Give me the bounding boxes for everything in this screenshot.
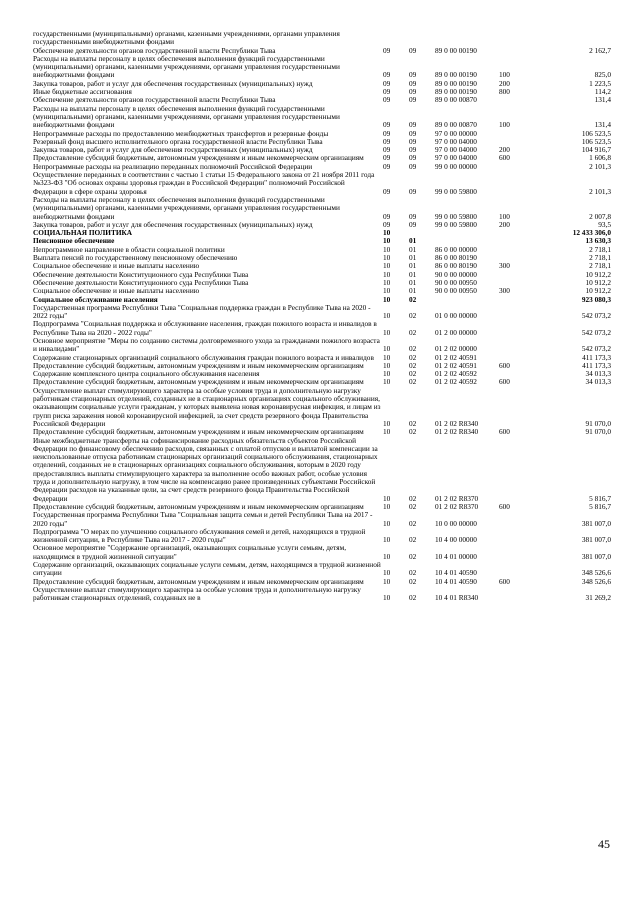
row-name: Осуществление выплат стимулирующего характера за особые условия труда и дополнительную нагрузку работникам стационарных отделений, созданных не в bbox=[33, 584, 361, 603]
row-type: 800 bbox=[499, 87, 510, 97]
row-name: Расходы на выплаты персоналу в целях обеспечения выполнения функций государственными (муниципальными) органами, казенными учреждениями, органами управления государственными внебюджетными фондами bbox=[33, 103, 340, 130]
row-section: 09 bbox=[383, 87, 391, 97]
row-subsection: 02 bbox=[409, 369, 417, 379]
row-type bbox=[497, 561, 529, 578]
row-section: 10 bbox=[383, 327, 391, 337]
row-name: Закупка товаров, работ и услуг для обеспечения государственных (муниципальных) нужд bbox=[33, 78, 313, 88]
row-subsection: 02 bbox=[409, 551, 417, 561]
row-amount: 542 073,2 bbox=[581, 327, 611, 337]
row-type: 200 bbox=[499, 145, 510, 155]
row-subsection: 09 bbox=[409, 120, 417, 130]
row-type: 200 bbox=[499, 219, 510, 229]
row-amount: 2 718,1 bbox=[589, 261, 611, 271]
row-amount bbox=[529, 30, 611, 47]
row-type: 300 bbox=[499, 286, 510, 296]
row-target: 01 0 00 00000 bbox=[435, 311, 477, 321]
row-name: Резервный фонд высшего исполнительного органа государственной власти Республики Тыва bbox=[33, 136, 323, 146]
row-type: 200 bbox=[499, 78, 510, 88]
row-subsection: 09 bbox=[409, 78, 417, 88]
row-type bbox=[497, 511, 529, 528]
table-row bbox=[33, 387, 611, 428]
row-name: Осуществление выплат стимулирующего характера за особые условия труда и дополнительную нагрузку работникам стационарных отделений, созданных не в стационарных организациях социального обслуживания, оказывающим социальные услуги гражданам, у которых выявлена новая коронавирусная инфекция, и лицам из групп риска заражения новой коронавирусной инфекцией, за счет средств резервного фонда Правительства Российской Федерации bbox=[33, 385, 381, 428]
row-section: 10 bbox=[383, 501, 391, 511]
row-amount: 93,5 bbox=[598, 219, 611, 229]
row-section: 10 bbox=[383, 593, 391, 603]
row-amount: 381 007,0 bbox=[581, 535, 611, 545]
row-section: 10 bbox=[383, 294, 391, 304]
row-name: Иные межбюджетные трансферты на софинансирование расходных обязательств субъектов Российской Федерации по финансовому обеспечению расходов, связанных с оплатой отпусков и выплатой компенсации за неиспользованные отпуска работникам стационарных организаций социального обслуживания, стационарных отделений, созданных не в стационарных организациях социального обслуживания, которым в 2020 году предоставлялись выплаты стимулирующего характера за выполнение особо важных работ, особые условия труда и дополнительную нагрузку, в том числе на компенсацию ранее произведенных субъектами Российской Федерации расходов на указанные цели, за счет средств резервного фонда Правительства Российской Федерации bbox=[33, 435, 378, 503]
row-target: 01 2 00 00000 bbox=[435, 327, 477, 337]
row-section: 09 bbox=[383, 128, 391, 138]
row-section: 09 bbox=[383, 186, 391, 196]
row-target: 97 0 00 04000 bbox=[435, 145, 477, 155]
row-name: Предоставление субсидий бюджетным, автономным учреждениям и иным некоммерческим организациям bbox=[33, 360, 364, 370]
row-target: 10 4 00 00000 bbox=[435, 535, 477, 545]
row-target: 01 2 02 R8340 bbox=[435, 427, 479, 437]
row-name: Подпрограмма "Социальная поддержка и обслуживание населения, граждан пожилого возраста и инвалидов в Республике Тыва на 2020 - 2022 годы" bbox=[33, 319, 377, 337]
row-subsection: 09 bbox=[409, 145, 417, 155]
row-section: 10 bbox=[383, 418, 391, 428]
row-target: 97 0 00 04000 bbox=[435, 136, 477, 146]
row-name: Содержание стационарных организаций социального обслуживания граждан пожилого возраста и инвалидов bbox=[33, 352, 374, 362]
row-type bbox=[497, 544, 529, 561]
row-type bbox=[497, 387, 529, 428]
row-name: Государственная программа Республики Тыва "Социальная защита семьи и детей Республики Тыва на 2017 - 2020 годы" bbox=[33, 510, 373, 528]
row-subsection: 09 bbox=[409, 95, 417, 105]
row-subsection: 01 bbox=[409, 261, 417, 271]
row-amount: 91 070,0 bbox=[585, 418, 611, 428]
row-name: Иные бюджетные ассигнования bbox=[33, 87, 132, 97]
row-subsection: 09 bbox=[409, 161, 417, 171]
row-type bbox=[497, 337, 529, 354]
row-type bbox=[497, 229, 529, 237]
row-section: 09 bbox=[383, 153, 391, 163]
row-section: 10 bbox=[383, 377, 391, 387]
row-subsection: 09 bbox=[409, 87, 417, 97]
table-row bbox=[33, 544, 611, 561]
row-subsection: 01 bbox=[409, 277, 417, 287]
row-type bbox=[497, 96, 529, 104]
row-target: 10 4 01 40590 bbox=[435, 576, 477, 586]
row-type bbox=[497, 47, 529, 55]
row-section: 10 bbox=[383, 344, 391, 354]
row-subsection: 02 bbox=[409, 518, 417, 528]
row-subsection: 01 bbox=[409, 286, 417, 296]
row-name: Основное мероприятие "Меры по созданию системы долговременного ухода за гражданами пожилого возраста и инвалидами" bbox=[33, 335, 380, 354]
row-section: 10 bbox=[383, 228, 391, 238]
row-subsection: 09 bbox=[409, 136, 417, 146]
row-section: 10 bbox=[383, 253, 391, 263]
row-type bbox=[497, 320, 529, 337]
row-target: 01 2 02 R8340 bbox=[435, 418, 479, 428]
row-type bbox=[497, 271, 529, 279]
row-amount: 31 269,2 bbox=[585, 593, 611, 603]
row-target: 10 4 01 40590 bbox=[435, 568, 477, 578]
row-section: 09 bbox=[383, 70, 391, 80]
row-amount: 381 007,0 bbox=[581, 551, 611, 561]
table-row bbox=[33, 337, 611, 354]
row-amount: 2 718,1 bbox=[589, 253, 611, 263]
row-section: 10 bbox=[383, 286, 391, 296]
row-type: 300 bbox=[499, 261, 510, 271]
row-type bbox=[497, 586, 529, 603]
row-section: 09 bbox=[383, 136, 391, 146]
row-type: 600 bbox=[499, 427, 510, 437]
row-name: Социальное обеспечение и иные выплаты населению bbox=[33, 261, 200, 271]
row-subsection bbox=[407, 30, 433, 47]
table-row bbox=[33, 30, 611, 47]
row-subsection: 09 bbox=[409, 70, 417, 80]
row-name: Непрограммное направление в области социальной политики bbox=[33, 244, 225, 254]
row-target: 89 0 00 00190 bbox=[435, 70, 477, 80]
row-target: 90 0 00 00950 bbox=[435, 277, 477, 287]
page-number: 45 bbox=[598, 837, 610, 851]
row-name: Обеспечение деятельности Конституционного суда Республики Тыва bbox=[33, 277, 249, 287]
row-section: 10 bbox=[383, 360, 391, 370]
row-section: 10 bbox=[383, 236, 391, 246]
row-target: 86 0 00 00000 bbox=[435, 244, 477, 254]
row-name: Предоставление субсидий бюджетным, автономным учреждениям и иным некоммерческим организациям bbox=[33, 576, 364, 586]
row-name: Обеспечение деятельности Конституционного суда Республики Тыва bbox=[33, 269, 249, 279]
table-row bbox=[33, 437, 611, 503]
row-name: Содержание организаций, оказывающих социальные услуги семьям, детям, находящимся в трудной жизненной ситуации bbox=[33, 560, 381, 578]
row-target: 89 0 00 00870 bbox=[435, 120, 477, 130]
row-subsection: 09 bbox=[409, 186, 417, 196]
row-type: 100 bbox=[499, 211, 510, 221]
row-amount: 2 718,1 bbox=[589, 244, 611, 254]
row-section: 10 bbox=[383, 535, 391, 545]
table-row bbox=[33, 561, 611, 578]
row-amount: 10 912,2 bbox=[585, 277, 611, 287]
row-type bbox=[497, 437, 529, 503]
row-type: 600 bbox=[499, 377, 510, 387]
row-amount: 825,0 bbox=[594, 70, 611, 80]
row-amount: 411 173,3 bbox=[582, 352, 611, 362]
row-type: 600 bbox=[499, 153, 510, 163]
row-target bbox=[433, 30, 497, 47]
row-target: 01 2 02 40592 bbox=[435, 377, 477, 387]
row-type bbox=[497, 130, 529, 138]
row-target: 89 0 00 00190 bbox=[435, 87, 477, 97]
row-amount: 131,4 bbox=[594, 120, 611, 130]
row-name: Предоставление субсидий бюджетным, автономным учреждениям и иным некоммерческим организациям bbox=[33, 153, 364, 163]
row-subsection: 02 bbox=[409, 327, 417, 337]
row-amount: 91 070,0 bbox=[585, 427, 611, 437]
row-section: 10 bbox=[383, 493, 391, 503]
row-target: 01 2 02 00000 bbox=[435, 344, 477, 354]
row-section: 10 bbox=[383, 551, 391, 561]
row-subsection: 01 bbox=[409, 236, 417, 246]
row-section: 09 bbox=[383, 161, 391, 171]
row-type: 600 bbox=[499, 501, 510, 511]
row-section: 09 bbox=[383, 219, 391, 229]
row-name: Пенсионное обеспечение bbox=[33, 236, 115, 246]
row-amount: 12 433 306,0 bbox=[572, 228, 611, 238]
row-section: 09 bbox=[383, 120, 391, 130]
row-name: Подпрограмма "О мерах по улучшению социального обслуживания семей и детей, находящихся в трудной жизненной ситуации, в Республике Тыва на 2017 - 2020 годы" bbox=[33, 526, 366, 545]
row-name: Содержание комплексного центра социального обслуживания населения bbox=[33, 369, 260, 379]
row-target: 89 0 00 00190 bbox=[435, 45, 477, 55]
table-row bbox=[33, 171, 611, 196]
row-subsection: 09 bbox=[409, 219, 417, 229]
row-subsection: 02 bbox=[409, 418, 417, 428]
table-row bbox=[33, 304, 611, 321]
table-row bbox=[33, 196, 611, 221]
row-subsection: 02 bbox=[409, 352, 417, 362]
row-target: 97 0 00 04000 bbox=[435, 153, 477, 163]
row-amount: 106 523,5 bbox=[581, 128, 611, 138]
row-target: 01 2 02 40591 bbox=[435, 352, 477, 362]
row-section: 09 bbox=[383, 45, 391, 55]
row-subsection: 02 bbox=[409, 377, 417, 387]
row-amount: 2 162,7 bbox=[589, 45, 611, 55]
row-name: Предоставление субсидий бюджетным, автономным учреждениям и иным некоммерческим организациям bbox=[33, 501, 364, 511]
row-section: 10 bbox=[383, 427, 391, 437]
row-name: Предоставление субсидий бюджетным, автономным учреждениям и иным некоммерческим организациям bbox=[33, 427, 364, 437]
row-target: 86 0 00 80190 bbox=[435, 261, 477, 271]
row-type bbox=[497, 528, 529, 545]
row-section: 10 bbox=[383, 576, 391, 586]
row-name: Основное мероприятие "Содержание организаций, оказывающих социальные услуги семьям, детям, находящимся в трудной жизненной ситуации" bbox=[33, 543, 347, 561]
row-amount: 5 816,7 bbox=[589, 493, 611, 503]
row-subsection: 02 bbox=[409, 501, 417, 511]
budget-table bbox=[33, 30, 611, 602]
row-target: 99 0 00 59800 bbox=[435, 211, 477, 221]
row-section: 10 bbox=[383, 518, 391, 528]
row-amount: 2 101,3 bbox=[589, 186, 611, 196]
row-target: 10 0 00 00000 bbox=[435, 518, 477, 528]
row-amount: 2 007,8 bbox=[589, 211, 611, 221]
row-target: 01 2 02 R8370 bbox=[435, 501, 479, 511]
row-amount: 5 816,7 bbox=[589, 501, 611, 511]
row-target: 10 4 01 00000 bbox=[435, 551, 477, 561]
row-section: 10 bbox=[383, 244, 391, 254]
row-target bbox=[433, 296, 497, 304]
row-name: Непрограммные расходы на реализацию переданных полномочий Российской Федерации bbox=[33, 161, 313, 171]
table-row bbox=[33, 511, 611, 528]
row-amount: 2 101,3 bbox=[589, 161, 611, 171]
row-type: 100 bbox=[499, 70, 510, 80]
row-amount: 106 523,5 bbox=[581, 136, 611, 146]
row-name: Расходы на выплаты персоналу в целях обеспечения выполнения функций государственными (муниципальными) органами, казенными учреждениями, органами управления государственными внебюджетными фондами bbox=[33, 53, 340, 80]
row-name: Непрограммные расходы по предоставлению межбюджетных трансфертов и резервные фонды bbox=[33, 128, 329, 138]
row-name: Расходы на выплаты персоналу в целях обеспечения выполнения функций государственными (муниципальными) органами, казенными учреждениями, органами управления государственными внебюджетными фондами bbox=[33, 194, 340, 221]
table-row bbox=[33, 229, 611, 237]
row-amount: 114,2 bbox=[594, 87, 611, 97]
budget-table-body bbox=[33, 30, 611, 602]
row-name: Закупка товаров, работ и услуг для обеспечения государственных (муниципальных) нужд bbox=[33, 145, 313, 155]
row-type: 600 bbox=[499, 360, 510, 370]
row-amount: 13 630,3 bbox=[585, 236, 611, 246]
row-target: 89 0 00 00190 bbox=[435, 78, 477, 88]
row-target bbox=[433, 229, 497, 237]
row-type: 600 bbox=[499, 576, 510, 586]
row-amount: 34 013,3 bbox=[585, 369, 611, 379]
row-subsection: 02 bbox=[409, 493, 417, 503]
row-subsection: 02 bbox=[409, 568, 417, 578]
row-amount: 381 007,0 bbox=[581, 518, 611, 528]
row-name: Осуществление переданных в соответствии с частью 1 статьи 15 Федерального закона от 21 ноября 2011 года №323-ФЗ "Об основах охраны здоровья граждан в Российской Федерации" полномочий Российской Федерации в сфере охраны здоровья bbox=[33, 170, 375, 196]
row-section: 09 bbox=[383, 95, 391, 105]
row-type bbox=[497, 304, 529, 321]
row-section: 09 bbox=[383, 78, 391, 88]
row-type bbox=[497, 30, 529, 47]
row-target: 86 0 00 80190 bbox=[435, 253, 477, 263]
row-section: 10 bbox=[383, 352, 391, 362]
row-target: 01 2 02 40592 bbox=[435, 369, 477, 379]
row-subsection: 02 bbox=[409, 360, 417, 370]
row-subsection: 02 bbox=[409, 311, 417, 321]
row-amount: 131,4 bbox=[594, 95, 611, 105]
row-section: 10 bbox=[383, 311, 391, 321]
row-subsection: 02 bbox=[409, 535, 417, 545]
row-type bbox=[497, 171, 529, 196]
row-amount: 34 013,3 bbox=[585, 377, 611, 387]
row-name: Социальное обслуживание населения bbox=[33, 294, 158, 304]
row-subsection: 09 bbox=[409, 153, 417, 163]
row-section: 09 bbox=[383, 211, 391, 221]
row-name: Социальное обеспечение и иные выплаты населению bbox=[33, 286, 200, 296]
row-type bbox=[497, 237, 529, 245]
row-subsection: 01 bbox=[409, 269, 417, 279]
row-name: Государственная программа Республики Тыва "Социальная поддержка граждан в Республике Тыва на 2020 - 2022 годы" bbox=[33, 302, 371, 321]
row-section: 10 bbox=[383, 568, 391, 578]
row-target: 10 4 01 R8340 bbox=[435, 593, 479, 603]
row-subsection: 01 bbox=[409, 244, 417, 254]
table-row bbox=[33, 320, 611, 337]
table-row bbox=[33, 55, 611, 80]
row-target: 99 0 00 59800 bbox=[435, 186, 477, 196]
row-type bbox=[497, 163, 529, 171]
row-name: СОЦИАЛЬНАЯ ПОЛИТИКА bbox=[33, 228, 133, 238]
row-name: Предоставление субсидий бюджетным, автономным учреждениям и иным некоммерческим организациям bbox=[33, 377, 364, 387]
row-target: 01 2 02 40591 bbox=[435, 360, 477, 370]
table-row bbox=[33, 105, 611, 130]
row-amount: 348 526,6 bbox=[581, 576, 611, 586]
row-target: 90 0 00 00000 bbox=[435, 269, 477, 279]
row-type bbox=[497, 296, 529, 304]
row-amount: 1 223,5 bbox=[589, 78, 611, 88]
row-target: 01 2 02 R8370 bbox=[435, 493, 479, 503]
row-target: 90 0 00 00950 bbox=[435, 286, 477, 296]
row-amount: 411 173,3 bbox=[582, 360, 611, 370]
row-amount: 10 912,2 bbox=[585, 269, 611, 279]
row-section: 09 bbox=[383, 145, 391, 155]
row-subsection: 02 bbox=[409, 427, 417, 437]
row-amount: 923 080,3 bbox=[581, 294, 611, 304]
row-target: 99 0 00 00000 bbox=[435, 161, 477, 171]
row-subsection: 02 bbox=[409, 294, 417, 304]
row-section: 10 bbox=[383, 277, 391, 287]
row-amount: 542 073,2 bbox=[581, 344, 611, 354]
row-subsection: 01 bbox=[409, 253, 417, 263]
row-type bbox=[497, 246, 529, 254]
row-target: 89 0 00 00870 bbox=[435, 95, 477, 105]
row-name: Обеспечение деятельности органов государственной власти Республики Тыва bbox=[33, 95, 276, 105]
table-row bbox=[33, 586, 611, 603]
row-subsection: 09 bbox=[409, 45, 417, 55]
row-subsection: 02 bbox=[409, 593, 417, 603]
row-section: 10 bbox=[383, 269, 391, 279]
row-subsection: 09 bbox=[409, 211, 417, 221]
row-name: государственными (муниципальными) органами, казенными учреждениями, органами управления государственными внебюджетными фондами bbox=[33, 29, 340, 47]
row-target: 99 0 00 59800 bbox=[435, 219, 477, 229]
row-amount: 1 606,8 bbox=[589, 153, 611, 163]
row-name: Обеспечение деятельности органов государственной власти Республики Тыва bbox=[33, 45, 276, 55]
row-subsection: 02 bbox=[409, 344, 417, 354]
row-amount: 10 912,2 bbox=[585, 286, 611, 296]
row-subsection: 09 bbox=[409, 128, 417, 138]
row-amount: 348 526,6 bbox=[581, 568, 611, 578]
table-row bbox=[33, 528, 611, 545]
row-name: Закупка товаров, работ и услуг для обеспечения государственных (муниципальных) нужд bbox=[33, 219, 313, 229]
row-section: 10 bbox=[383, 261, 391, 271]
row-amount: 542 073,2 bbox=[581, 311, 611, 321]
row-section bbox=[381, 30, 407, 47]
row-type: 100 bbox=[499, 120, 510, 130]
row-name: Выплата пенсий по государственному пенсионному обеспечению bbox=[33, 253, 238, 263]
row-target: 97 0 00 00000 bbox=[435, 128, 477, 138]
row-amount: 104 916,7 bbox=[581, 145, 611, 155]
row-subsection: 02 bbox=[409, 576, 417, 586]
row-section: 10 bbox=[383, 369, 391, 379]
